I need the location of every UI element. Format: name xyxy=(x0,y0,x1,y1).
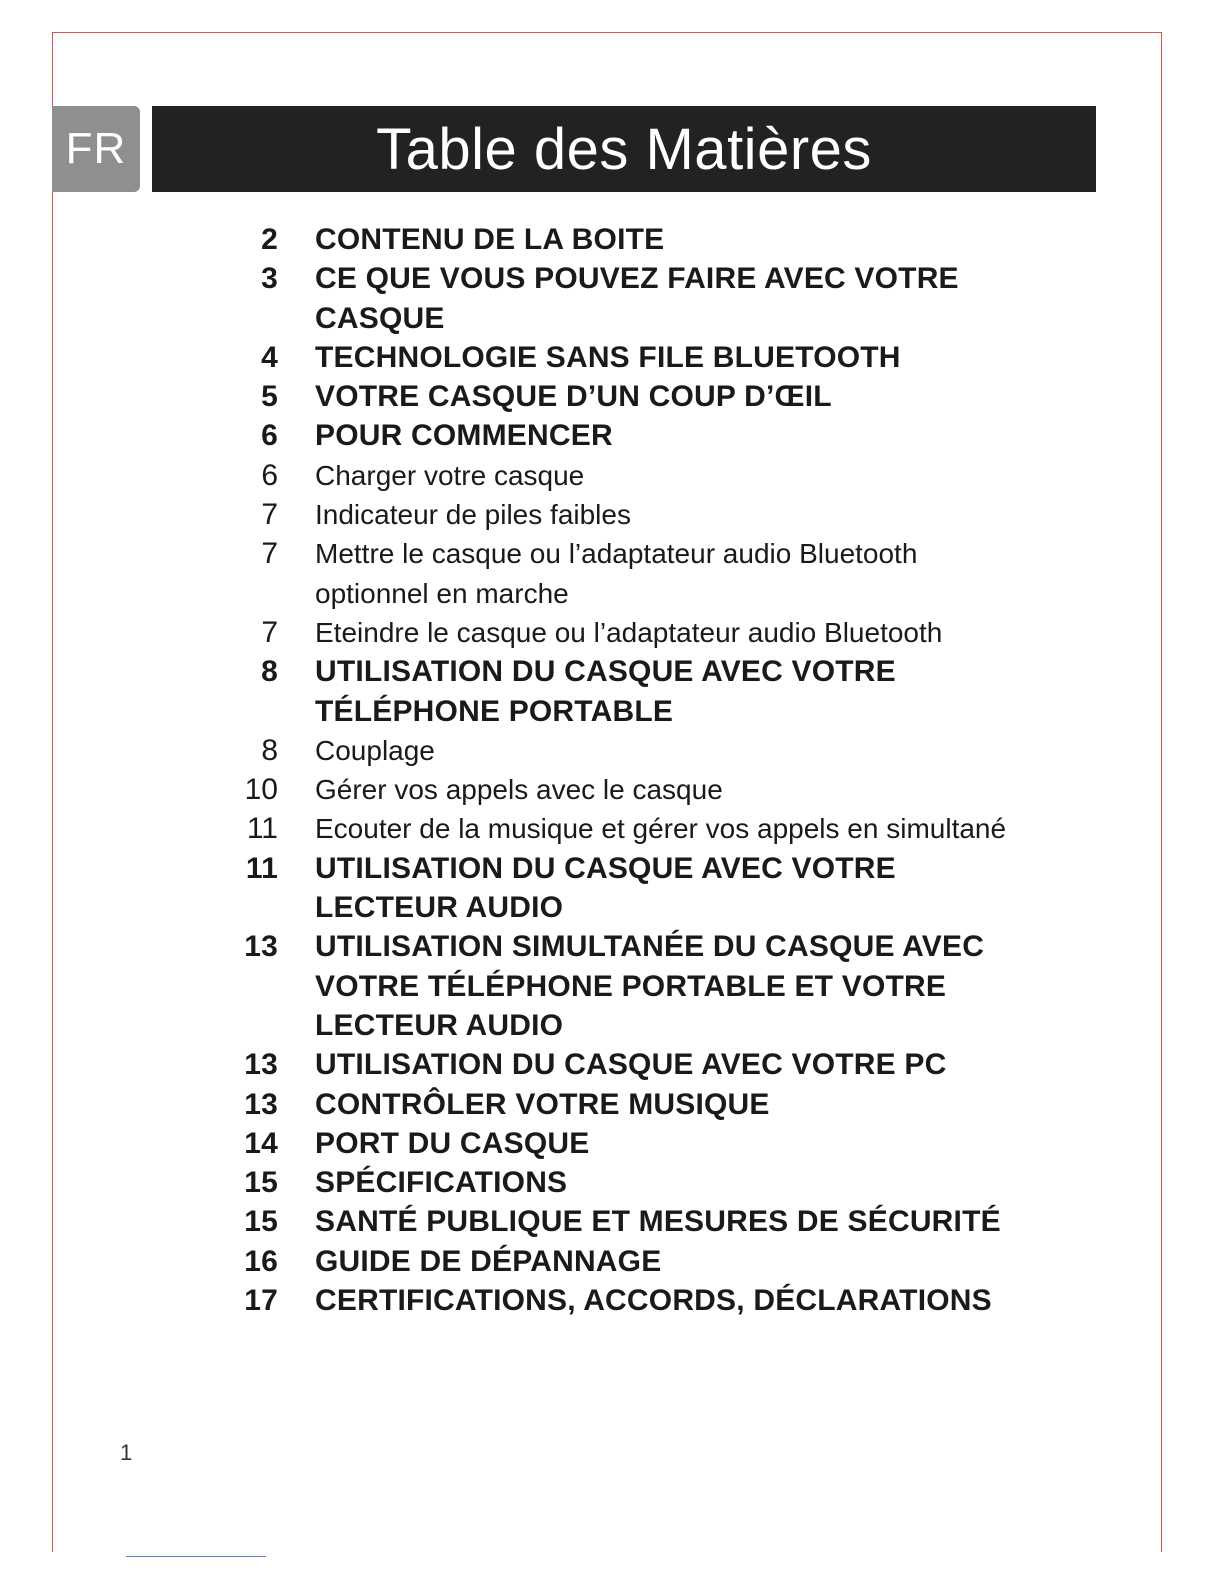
toc-entry[interactable] xyxy=(230,220,1020,259)
toc-entry-label: Mettre le casque ou l’adaptateur audio Bluetooth optionnel en marche xyxy=(315,538,918,609)
toc-entry[interactable] xyxy=(230,652,1020,731)
toc-entry-label: TECHNOLOGIE SANS FILE BLUETOOTH xyxy=(315,340,901,374)
toc-page-number: 7 xyxy=(261,615,278,649)
toc-page-number: 13 xyxy=(244,1048,278,1082)
page-title: Table des Matières xyxy=(152,106,1096,192)
toc-entry-label: UTILISATION DU CASQUE AVEC VOTRE TÉLÉPHONE PORTABLE xyxy=(315,655,896,728)
toc-entry[interactable] xyxy=(230,1124,1020,1163)
toc-entry[interactable] xyxy=(230,1281,1020,1320)
toc-entry[interactable] xyxy=(230,927,1020,1045)
toc-entry-label: Eteindre le casque ou l’adaptateur audio Bluetooth xyxy=(315,616,943,648)
toc-entry[interactable] xyxy=(230,1045,1020,1084)
toc-page-number: 11 xyxy=(246,812,278,846)
toc-page-number: 8 xyxy=(261,655,278,689)
toc-page-number: 16 xyxy=(244,1244,278,1278)
toc-entry-label: Indicateur de piles faibles xyxy=(315,499,631,531)
toc-entry-label: UTILISATION DU CASQUE AVEC VOTRE PC xyxy=(315,1048,947,1082)
toc-entry[interactable] xyxy=(230,338,1020,377)
toc-page-number: 7 xyxy=(261,537,278,571)
toc-entry[interactable] xyxy=(230,534,1020,613)
toc-entry[interactable] xyxy=(230,456,1020,495)
toc-page-number: 7 xyxy=(261,498,278,532)
toc-page-number: 4 xyxy=(261,340,278,374)
toc-entry-label: Charger votre casque xyxy=(315,459,585,491)
toc-entry[interactable] xyxy=(230,1163,1020,1202)
language-tab: FR xyxy=(52,106,140,192)
toc-entry-label: UTILISATION DU CASQUE AVEC VOTRE LECTEUR AUDIO xyxy=(315,851,896,925)
toc-page-number: 3 xyxy=(261,262,278,296)
toc-entry[interactable] xyxy=(230,849,1020,928)
toc-entry[interactable] xyxy=(230,495,1020,534)
toc-entry-label: CONTRÔLER VOTRE MUSIQUE xyxy=(315,1087,770,1121)
toc-entry[interactable] xyxy=(230,1242,1020,1281)
toc-entry-label: PORT DU CASQUE xyxy=(315,1126,590,1160)
toc-entry[interactable] xyxy=(230,1202,1020,1241)
toc-entry[interactable] xyxy=(230,259,1020,338)
toc-page-number: 8 xyxy=(261,733,278,767)
toc-page-number: 5 xyxy=(261,380,278,414)
page-number: 1 xyxy=(120,1440,133,1465)
table-of-contents xyxy=(230,220,1020,1320)
toc-entry-label: UTILISATION SIMULTANÉE DU CASQUE AVEC VOTRE TÉLÉPHONE PORTABLE ET VOTRE LECTEUR AUDIO xyxy=(315,930,985,1042)
toc-entry[interactable] xyxy=(230,377,1020,416)
toc-entry-label: Ecouter de la musique et gérer vos appels en simultané xyxy=(315,813,1007,845)
toc-entry[interactable] xyxy=(230,770,1020,809)
toc-entry-label: SANTÉ PUBLIQUE ET MESURES DE SÉCURITÉ xyxy=(315,1205,1001,1239)
toc-entry-label: CE QUE VOUS POUVEZ FAIRE AVEC VOTRE CASQUE xyxy=(315,262,959,335)
toc-entry-label: Gérer vos appels avec le casque xyxy=(315,774,723,806)
toc-entry-label: VOTRE CASQUE D’UN COUP D’ŒIL xyxy=(315,380,832,414)
toc-entry-label: SPÉCIFICATIONS xyxy=(315,1166,568,1200)
toc-page-number: 6 xyxy=(261,458,278,492)
toc-page-number: 15 xyxy=(244,1166,278,1200)
toc-page-number: 14 xyxy=(244,1126,278,1160)
toc-page-number: 2 xyxy=(261,223,278,256)
toc-entry[interactable] xyxy=(230,613,1020,652)
toc-entry-label: Couplage xyxy=(315,734,435,766)
footer-link-underline xyxy=(126,1556,266,1557)
toc-entry-label: POUR COMMENCER xyxy=(315,419,613,453)
toc-entry[interactable] xyxy=(230,416,1020,455)
toc-entry-label: GUIDE DE DÉPANNAGE xyxy=(315,1244,662,1278)
toc-entry[interactable] xyxy=(230,731,1020,770)
toc-page-number: 13 xyxy=(244,1087,278,1121)
toc-entry-label: CONTENU DE LA BOITE xyxy=(315,223,665,256)
toc-page-number: 6 xyxy=(261,419,278,453)
toc-entry[interactable] xyxy=(230,809,1020,848)
toc-entry[interactable] xyxy=(230,1085,1020,1124)
toc-page-number: 11 xyxy=(245,851,278,885)
toc-page-number: 15 xyxy=(244,1205,278,1239)
toc-page-number: 17 xyxy=(244,1284,278,1318)
toc-page-number: 13 xyxy=(244,930,278,964)
toc-page-number: 10 xyxy=(244,773,278,807)
toc-entry-label: CERTIFICATIONS, ACCORDS, DÉCLARATIONS xyxy=(315,1284,992,1318)
